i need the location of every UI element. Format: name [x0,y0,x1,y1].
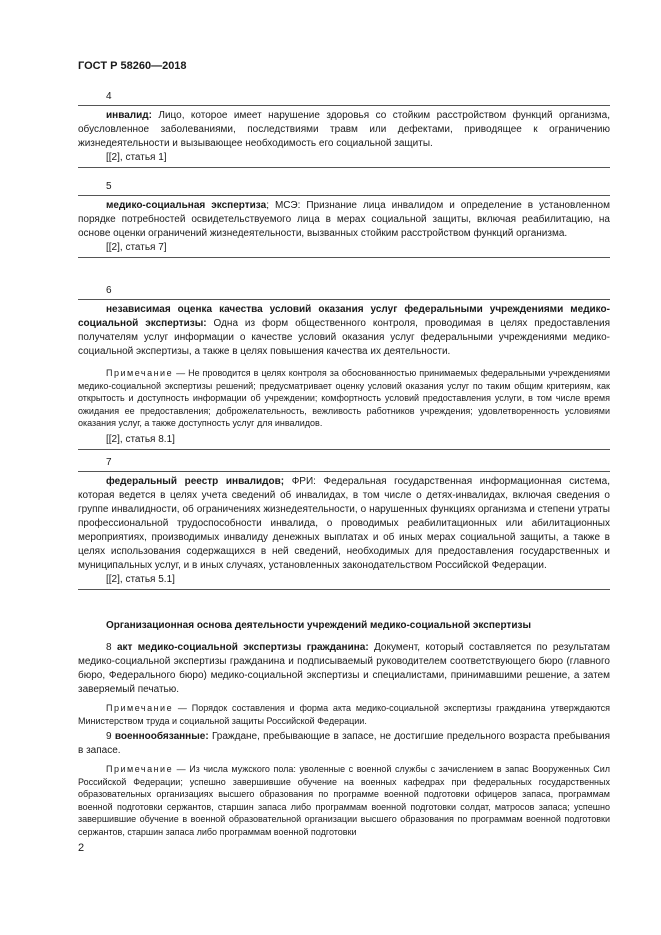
term-name: инвалид: [106,110,152,121]
term-note [78,763,610,839]
term-reference: [[2], статья 1] [106,152,167,163]
term-entry [78,641,610,727]
term-entry [78,457,610,590]
note-text: — Не проводится в целях контроля за обоснованностью принимаемых федеральными учреждениями медико-социальной экспертизы решений; предусматривает оценку условий оказания услуг по таким общим критериям, как открытость и доступность информации об учреждении; комфортность условий предоставления услуги, в том числе время ожидания ее предоставления; доброжелательность, вежливость работников учреждения; удовлетворенность условиями оказания услуг, а также доступность услуг для инвалидов. [78,368,610,429]
term-number: 9 [106,731,112,742]
term-definition [78,303,610,359]
term-box [78,105,610,168]
term-box [78,195,610,258]
document-header: ГОСТ Р 58260—2018 [78,60,187,72]
term-entry [78,285,610,450]
term-number: 4 [106,91,112,102]
section-heading: Организационная основа деятельности учреждений медико-социальной экспертизы [106,620,531,631]
term-text: Документ, который составляется по результатам медико-социальной экспертизы гражданина и подписываемый руководителем соответствующего бюро (главного бюро, Федерального бюро) медико-социальной экспертизы и специалистами, принимавшими решение, а затем заверяемый печатью. [78,642,610,695]
term-text: Граждане, пребывающие в запасе, не достигшие предельного возраста пребывания в запасе. [78,731,610,756]
term-text: ; МСЭ: Признание лица инвалидом и определение в установленном порядке потребностей освидетельствуемого лица в мерах социальной защиты, включая реабилитацию, на основе оценки ограничений жизнедеятельности, вызванных стойким расстройством функций организма. [78,200,610,239]
term-definition [78,199,610,241]
term-entry [78,730,610,839]
note-label: Примечание [106,368,174,378]
term-note [78,702,610,727]
note-label: Примечание [106,764,174,774]
term-note [78,367,610,430]
term-entry [78,91,610,168]
note-label: Примечание [106,703,174,713]
term-box [78,471,610,590]
term-text: ФРИ: Федеральная государственная информационная система, которая ведется в целях учета сведений об инвалидах, в том числе о детях-инвалидах, включая сведения о группе инвалидности, об ограничениях жизнедеятельности, о нарушенных функциях организма и степени утраты профессиональной трудоспособности инвалида, о проводимых реабилитационных или абилитационных мероприятиях, производимых инвалиду денежных выплатах и об иных мерах социальной защиты, а также в целях использования содержащихся в ней сведений, необходимых для предоставления государственных и муниципальных услуг, и в иных случаях, установленных законодательством Российской Федерации. [78,476,610,571]
term-text: Одна из форм общественного контроля, проводимая в целях предоставления получателям услуг информации о качестве условий оказания услуг федеральными учреждениями медико-социальной экспертизы, а также в целях повышения качества их деятельности. [78,318,610,357]
term-name: федеральный реестр инвалидов; [106,476,285,487]
term-definition [78,730,610,758]
term-name: акт медико-социальной экспертизы гражданина: [116,642,369,653]
term-definition [78,641,610,697]
term-entry [78,181,610,258]
term-name: независимая оценка качества условий оказания услуг федеральными учреждениями медико-социальной экспертизы: [78,304,610,329]
term-reference: [[2], статья 8.1] [106,433,175,445]
note-text: — Порядок составления и форма акта медико-социальной экспертизы гражданина утверждаются Министерством труда и социальной защиты Российской Федерации. [78,703,610,726]
term-text: Лицо, которое имеет нарушение здоровья со стойким расстройством функций организма, обусловленное заболеваниями, последствиями травм или дефектами, приводящее к ограничению жизнедеятельности и вызывающее необходимость его социальной защиты. [78,110,610,149]
term-number: 5 [106,181,112,192]
term-number: 8 [106,642,112,653]
page-number: 2 [78,842,85,854]
term-definition [78,475,610,573]
note-text: — Из числа мужского пола: уволенные с военной службы с зачислением в запас Вооруженных Сил Российской Федерации; успешно завершившие обучение на военных кафедрах при федеральных государственных образовательных организациях высшего образования по программе военной подготовки офицеров запаса, программам военной подготовки сержантов, старшин запаса либо программам военной подготовки солдат, матросов запаса; успешно завершившие обучение в военной образовательной организации высшего образования по программам военной подготовки сержантов, старшин запаса либо программам военной подготовки [78,764,610,837]
term-definition [78,109,610,151]
term-number: 6 [106,285,112,296]
term-reference: [[2], статья 7] [106,242,167,253]
term-name: медико-социальная экспертиза [106,200,267,211]
term-name: военнообязанные: [114,731,209,742]
term-reference: [[2], статья 5.1] [106,574,175,585]
term-number: 7 [106,457,112,468]
term-box [78,299,610,450]
